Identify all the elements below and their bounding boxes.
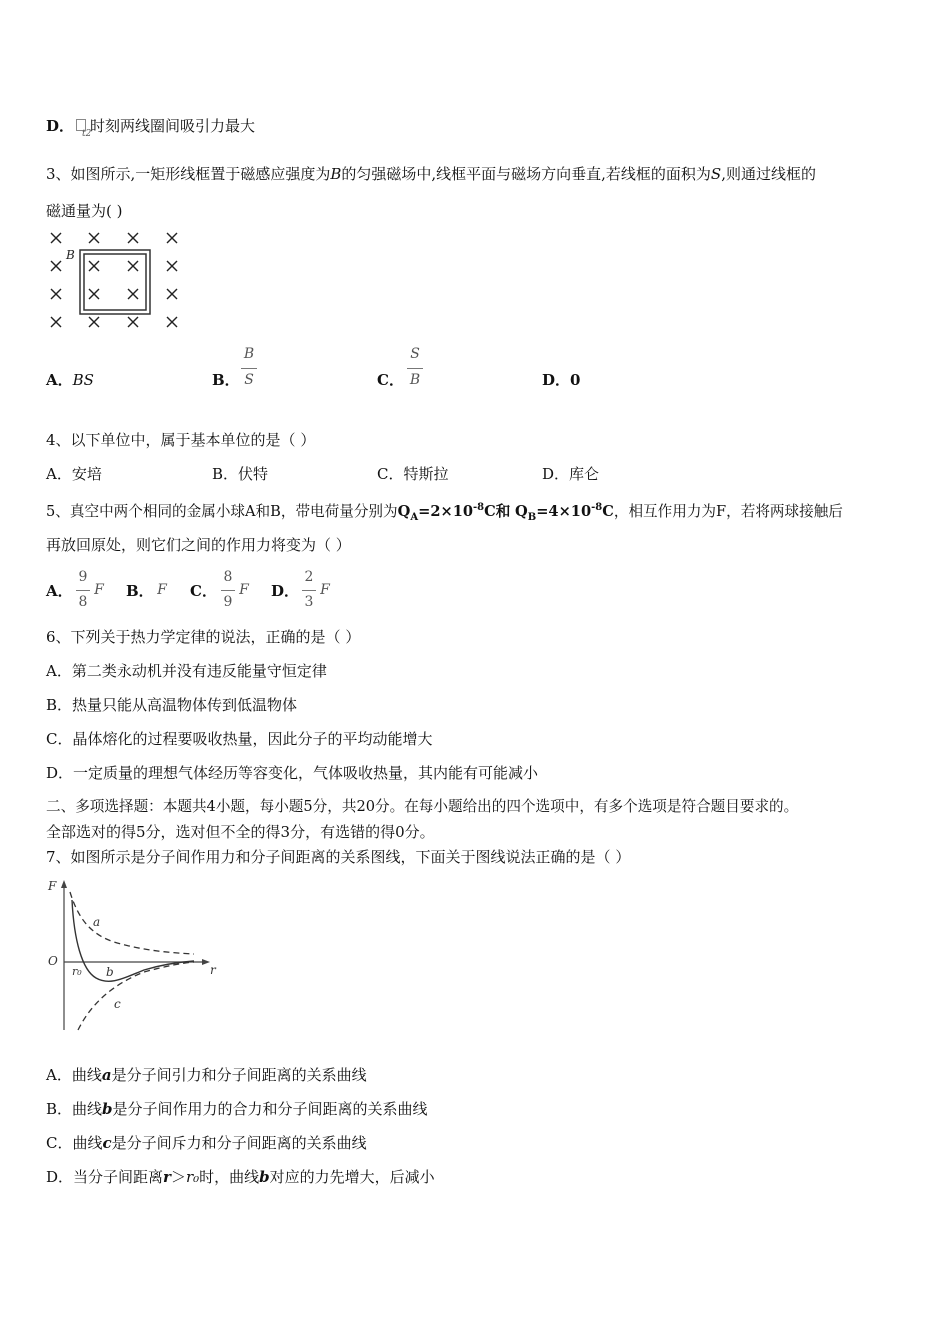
field-cross-icon	[89, 289, 99, 299]
q6-option-a: A．第二类永动机并没有违反能量守恒定律	[46, 662, 327, 680]
greater-than: ＞	[170, 1168, 186, 1186]
option-label: C．	[377, 371, 404, 389]
stem-text: ,则通过线框的	[721, 165, 816, 183]
field-cross-icon	[89, 233, 99, 243]
option-label: D．	[271, 582, 300, 600]
option-label: D．	[542, 371, 571, 389]
q7-option-b	[46, 1099, 428, 1119]
q5-stem-line1	[46, 498, 843, 528]
q4-option-c: C．特斯拉	[377, 465, 449, 483]
option-text: 时，曲线	[199, 1168, 260, 1186]
q5-c-f: F	[239, 582, 249, 598]
field-cross-icon	[128, 233, 138, 243]
field-cross-icon	[89, 317, 99, 327]
stem-text: 的匀强磁场中,线框平面与磁场方向垂直,若线框的面积为	[341, 165, 711, 183]
magnetic-field-svg	[44, 228, 194, 334]
axis-label-r: r	[210, 963, 216, 977]
q3-stem-line2: 磁通量为( )	[46, 202, 123, 220]
r0-label: r₀	[72, 965, 82, 978]
var-r0: r₀	[185, 1168, 200, 1186]
stem-text: ，相互作用力为F，若将两球接触后	[613, 502, 843, 520]
charge-symbol: Q	[515, 502, 528, 520]
option-label: A．	[46, 371, 73, 389]
charge-unit: C	[484, 502, 496, 520]
q5-d-numerator: 2	[304, 569, 314, 585]
field-cross-icon	[89, 261, 99, 271]
q5-stem-line2: 再放回原处，则它们之间的作用力将变为（ ）	[46, 536, 351, 554]
stem-text: 3、如图所示,一矩形线框置于磁感应强度为	[46, 165, 331, 183]
var-b: B	[330, 165, 342, 183]
option-text: A．曲线	[46, 1066, 102, 1084]
q7-option-a	[46, 1065, 367, 1085]
q2-option-d	[46, 116, 256, 139]
option-text: 对应的力先增大，后减小	[269, 1168, 435, 1186]
field-cross-icon	[128, 289, 138, 299]
curve-c	[78, 962, 194, 1030]
q3-stem-line1	[46, 164, 816, 184]
q4-stem: 4、以下单位中，属于基本单位的是（ ）	[46, 431, 316, 449]
q7-option-d	[46, 1167, 435, 1187]
q6-option-d: D．一定质量的理想气体经历等容变化，气体吸收热量，其内能有可能减小	[46, 764, 539, 782]
charge-subscript: A	[410, 511, 419, 523]
charge-unit: C	[602, 502, 614, 520]
origin-label: O	[48, 954, 58, 968]
curve-c-label: c	[114, 997, 121, 1011]
q4-option-d: D．库仑	[542, 465, 600, 483]
curve-b	[72, 900, 194, 981]
field-cross-icon	[167, 317, 177, 327]
charge-exponent: -8	[591, 502, 603, 513]
field-cross-icon	[128, 261, 138, 271]
option-text: 是分子间引力和分子间距离的关系曲线	[111, 1066, 367, 1084]
option-text: 时刻两线圈间吸引力最大	[90, 117, 256, 135]
charge-subscript: B	[527, 511, 537, 523]
q5-option-c	[190, 581, 217, 601]
q7-option-c	[46, 1133, 367, 1153]
q5-a-denominator: 8	[78, 594, 88, 610]
q3-option-d	[542, 370, 580, 390]
option-label: C．	[190, 582, 217, 600]
charge-qa	[397, 502, 496, 523]
charge-exponent: -8	[473, 502, 485, 513]
q5-option-b	[126, 581, 154, 601]
q3-c-denominator: B	[409, 372, 421, 388]
q4-option-b: B．伏特	[212, 465, 269, 483]
option-label: A．	[46, 582, 73, 600]
var-b: b	[259, 1168, 270, 1186]
curve-a	[70, 892, 194, 954]
y-axis-arrow	[61, 880, 67, 888]
q5-c-fraction-bar	[221, 590, 235, 591]
option-text: 是分子间作用力的合力和分子间距离的关系曲线	[112, 1100, 428, 1118]
option-label: D．	[46, 117, 75, 135]
field-cross-icon	[167, 261, 177, 271]
q5-d-f: F	[320, 582, 330, 598]
field-cross-icon	[51, 317, 61, 327]
stem-text: 5、真空中两个相同的金属小球A和B，带电荷量分别为	[46, 502, 398, 520]
field-cross-icon	[167, 289, 177, 299]
field-label-b: B	[66, 248, 75, 262]
q3-b-fraction-bar	[241, 368, 257, 369]
q6-stem: 6、下列关于热力学定律的说法，正确的是（ ）	[46, 628, 361, 646]
q3-b-numerator: B	[243, 346, 255, 362]
time-symbol-icon: t2	[74, 119, 90, 135]
field-cross-icon	[51, 261, 61, 271]
q5-c-numerator: 8	[223, 569, 233, 585]
field-cross-icon	[51, 233, 61, 243]
var-s: S	[710, 165, 722, 183]
q3-option-b	[212, 370, 240, 390]
q5-option-d	[271, 581, 299, 601]
axis-label-f: F	[48, 879, 57, 893]
molecular-force-figure	[44, 874, 234, 1036]
x-axis-arrow	[202, 959, 210, 965]
q5-a-fraction-bar	[76, 590, 90, 591]
option-text: BS	[72, 371, 94, 389]
option-text: D．当分子间距离	[46, 1168, 164, 1186]
charge-symbol: Q	[397, 502, 411, 520]
q5-option-a	[46, 581, 73, 601]
q6-option-c: C．晶体熔化的过程要吸收热量，因此分子的平均动能增大	[46, 730, 433, 748]
charge-value: =2×10	[418, 502, 474, 520]
q3-c-numerator: S	[410, 346, 420, 362]
q4-option-a: A．安培	[46, 465, 102, 483]
section2-line2: 全部选对的得5分，选对但不全的得3分，有选错的得0分。	[46, 823, 435, 841]
option-text: B．曲线	[46, 1100, 103, 1118]
magnetic-field-figure	[44, 228, 194, 334]
option-text: C．曲线	[46, 1134, 103, 1152]
var-c: c	[102, 1134, 112, 1152]
var-r: r	[163, 1168, 171, 1186]
q5-a-numerator: 9	[78, 569, 88, 585]
q7-stem: 7、如图所示是分子间作用力和分子间距离的关系图线，下面关于图线说法正确的是（ ）	[46, 848, 631, 866]
charge-qb	[515, 502, 614, 523]
q3-c-fraction-bar	[407, 368, 423, 369]
field-cross-icon	[51, 289, 61, 299]
q5-c-denominator: 9	[223, 594, 233, 610]
option-text: 是分子间斥力和分子间距离的关系曲线	[111, 1134, 367, 1152]
charge-value: =4×10	[536, 502, 592, 520]
section2-line1: 二、多项选择题：本题共4小题，每小题5分，共20分。在每小题给出的四个选项中，有多个选项是符合题目要求的。	[46, 798, 799, 815]
molecular-force-svg	[44, 874, 234, 1036]
curve-a-label: a	[93, 915, 101, 929]
curve-b-label: b	[106, 965, 114, 979]
stem-text: 和	[495, 502, 511, 520]
var-a: a	[101, 1066, 112, 1084]
q5-a-f: F	[94, 582, 104, 598]
field-cross-icon	[167, 233, 177, 243]
q3-option-a	[46, 370, 94, 390]
option-label: B．	[126, 582, 154, 600]
field-cross-icon	[128, 317, 138, 327]
q3-option-c	[377, 370, 404, 390]
q5-d-denominator: 3	[304, 594, 314, 610]
q6-option-b: B．热量只能从高温物体传到低温物体	[46, 696, 298, 714]
q5-b-f: F	[157, 582, 167, 598]
option-label: B．	[212, 371, 240, 389]
option-text: 0	[570, 371, 581, 389]
q5-d-fraction-bar	[302, 590, 316, 591]
var-b: b	[102, 1100, 113, 1118]
q3-b-denominator: S	[244, 372, 254, 388]
